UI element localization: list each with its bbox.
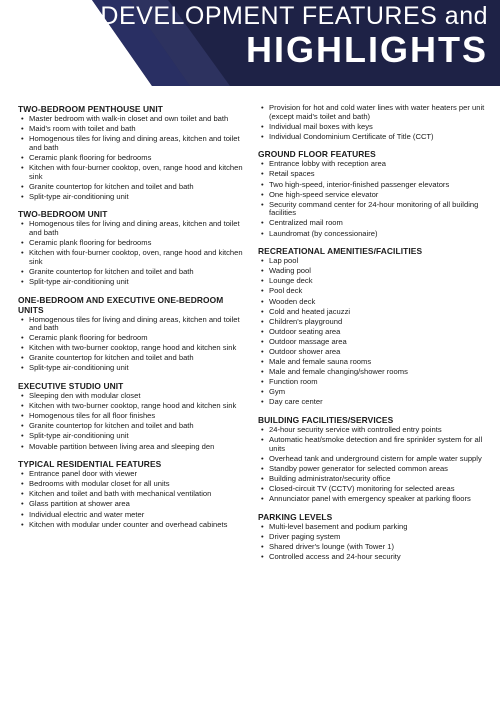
feature-item: • Two high-speed, interior-finished passenger elevators xyxy=(258,181,488,190)
feature-list xyxy=(258,257,488,407)
feature-item: • Individual mail boxes with keys xyxy=(258,123,488,132)
feature-item: • Retail spaces xyxy=(258,170,488,179)
feature-item: • Male and female changing/shower rooms xyxy=(258,368,488,377)
feature-item: • Homogenous tiles for living and dining areas, kitchen and toilet and bath xyxy=(18,135,243,152)
feature-item: • Day care center xyxy=(258,398,488,407)
feature-item: • 24-hour security service with controlled entry points xyxy=(258,426,488,435)
feature-section xyxy=(258,149,488,238)
section-heading: TWO-BEDROOM UNIT xyxy=(18,209,108,220)
section-heading: RECREATIONAL AMENITIES/FACILITIES xyxy=(258,246,423,257)
section-heading: GROUND FLOOR FEATURES xyxy=(258,149,376,160)
title-line-1: DEVELOPMENT FEATURES and xyxy=(100,2,488,30)
feature-item: • Driver paging system xyxy=(258,533,488,542)
feature-item: • Kitchen with modular under counter and overhead cabinets xyxy=(18,521,243,530)
feature-item: • Ceramic plank flooring for bedroom xyxy=(18,334,243,343)
feature-item: • Sleeping den with modular closet xyxy=(18,392,243,401)
section-heading: BUILDING FACILITIES/SERVICES xyxy=(258,415,394,426)
feature-list xyxy=(18,115,243,201)
feature-item: • Building administrator/security office xyxy=(258,475,488,484)
title-line-2: HIGHLIGHTS xyxy=(246,29,488,70)
feature-item: • Split-type air-conditioning unit xyxy=(18,364,243,373)
section-heading: TWO-BEDROOM PENTHOUSE UNIT xyxy=(18,104,163,114)
feature-item: • Children's playground xyxy=(258,318,488,327)
section-heading: PARKING LEVELS xyxy=(258,511,333,522)
feature-list xyxy=(18,220,243,286)
feature-item: • Automatic heat/smoke detection and fire sprinkler system for all units xyxy=(258,436,488,453)
feature-item: • Multi-level basement and podium parking xyxy=(258,523,488,532)
feature-item: • Controlled access and 24-hour security xyxy=(258,553,488,562)
feature-item: • Kitchen with four-burner cooktop, oven, range hood and kitchen sink xyxy=(18,249,243,266)
feature-item: • Annunciator panel with emergency speaker at parking floors xyxy=(258,495,488,504)
feature-item: • Bedrooms with modular closet for all units xyxy=(18,480,243,489)
feature-item: • Master bedroom with walk-in closet and own toilet and bath xyxy=(18,115,243,124)
feature-item: • Split-type air-conditioning unit xyxy=(18,432,243,441)
feature-item: • Split-type air-conditioning unit xyxy=(18,193,243,202)
feature-item: • Wooden deck xyxy=(258,298,488,307)
feature-item: • Provision for hot and cold water lines with water heaters per unit (except maid's toilet and bath) xyxy=(258,104,488,121)
section-heading: EXECUTIVE STUDIO UNIT xyxy=(18,381,124,392)
feature-item: • Shared driver's lounge (with Tower 1) xyxy=(258,543,488,552)
feature-item: • Homogenous tiles for living and dining areas, kitchen and toilet and bath xyxy=(18,220,243,237)
feature-item: • Function room xyxy=(258,378,488,387)
feature-item: • Closed-circuit TV (CCTV) monitoring for selected areas xyxy=(258,485,488,494)
feature-item: • Ceramic plank flooring for bedrooms xyxy=(18,239,243,248)
feature-item: • Security command center for 24-hour monitoring of all building facilities xyxy=(258,201,488,218)
feature-item: • Wading pool xyxy=(258,267,488,276)
feature-section xyxy=(258,246,488,407)
feature-item: • Gym xyxy=(258,388,488,397)
feature-item: • Granite countertop for kitchen and toilet and bath xyxy=(18,422,243,431)
feature-item: • Kitchen with two-burner cooktop, range hood and kitchen sink xyxy=(18,344,243,353)
feature-item: • Male and female sauna rooms xyxy=(258,358,488,367)
feature-item: • Kitchen with four-burner cooktop, oven, range hood and kitchen sink xyxy=(18,164,243,181)
feature-item: • Standby power generator for selected common areas xyxy=(258,465,488,474)
feature-section xyxy=(18,104,243,201)
feature-item: • Centralized mail room xyxy=(258,219,488,228)
feature-list xyxy=(18,316,243,374)
feature-item: • Lounge deck xyxy=(258,277,488,286)
feature-list xyxy=(18,392,243,451)
feature-section xyxy=(18,295,243,374)
feature-item: • Pool deck xyxy=(258,287,488,296)
feature-item: • Outdoor massage area xyxy=(258,338,488,347)
feature-item: • Granite countertop for kitchen and toilet and bath xyxy=(18,354,243,363)
section-heading: TYPICAL RESIDENTIAL FEATURES xyxy=(18,459,162,470)
feature-item: • Outdoor shower area xyxy=(258,348,488,357)
feature-item: • Laundromat (by concessionaire) xyxy=(258,230,488,239)
header-banner xyxy=(0,0,500,86)
feature-list xyxy=(258,426,488,504)
feature-item: • Individual Condominium Certificate of Title (CCT) xyxy=(258,133,488,142)
feature-item: • Outdoor seating area xyxy=(258,328,488,337)
left-column xyxy=(18,104,243,537)
feature-item: • Granite countertop for kitchen and toilet and bath xyxy=(18,268,243,277)
feature-item: • Movable partition between living area and sleeping den xyxy=(18,443,243,452)
feature-item: • Kitchen and toilet and bath with mechanical ventilation xyxy=(18,490,243,499)
feature-item: • Entrance panel door with viewer xyxy=(18,470,243,479)
feature-item: • Maid's room with toilet and bath xyxy=(18,125,243,134)
feature-list xyxy=(18,470,243,529)
feature-section xyxy=(258,512,488,562)
feature-item: • Lap pool xyxy=(258,257,488,266)
feature-item: • Cold and heated jacuzzi xyxy=(258,308,488,317)
feature-item: • Ceramic plank flooring for bedrooms xyxy=(18,154,243,163)
feature-section xyxy=(18,459,243,529)
feature-list xyxy=(258,104,488,141)
feature-list xyxy=(258,160,488,238)
feature-item: • Granite countertop for kitchen and toilet and bath xyxy=(18,183,243,192)
feature-item: • Homogenous tiles for living and dining areas, kitchen and toilet and bath xyxy=(18,316,243,333)
feature-item: • Overhead tank and underground cistern for ample water supply xyxy=(258,455,488,464)
section-heading: ONE-BEDROOM AND EXECUTIVE ONE-BEDROOM UNITS xyxy=(18,294,224,315)
feature-item: • Glass partition at shower area xyxy=(18,500,243,509)
feature-item: • One high-speed service elevator xyxy=(258,191,488,200)
feature-item: • Entrance lobby with reception area xyxy=(258,160,488,169)
feature-item: • Homogenous tiles for all floor finishes xyxy=(18,412,243,421)
feature-section xyxy=(258,104,488,141)
feature-list xyxy=(258,523,488,562)
feature-section xyxy=(18,381,243,451)
feature-item: • Split-type air-conditioning unit xyxy=(18,278,243,287)
right-column xyxy=(258,104,488,570)
feature-item: • Kitchen with two-burner cooktop, range hood and kitchen sink xyxy=(18,402,243,411)
features-columns xyxy=(18,104,488,714)
feature-section xyxy=(258,415,488,504)
feature-item: • Individual electric and water meter xyxy=(18,511,243,520)
feature-section xyxy=(18,209,243,286)
